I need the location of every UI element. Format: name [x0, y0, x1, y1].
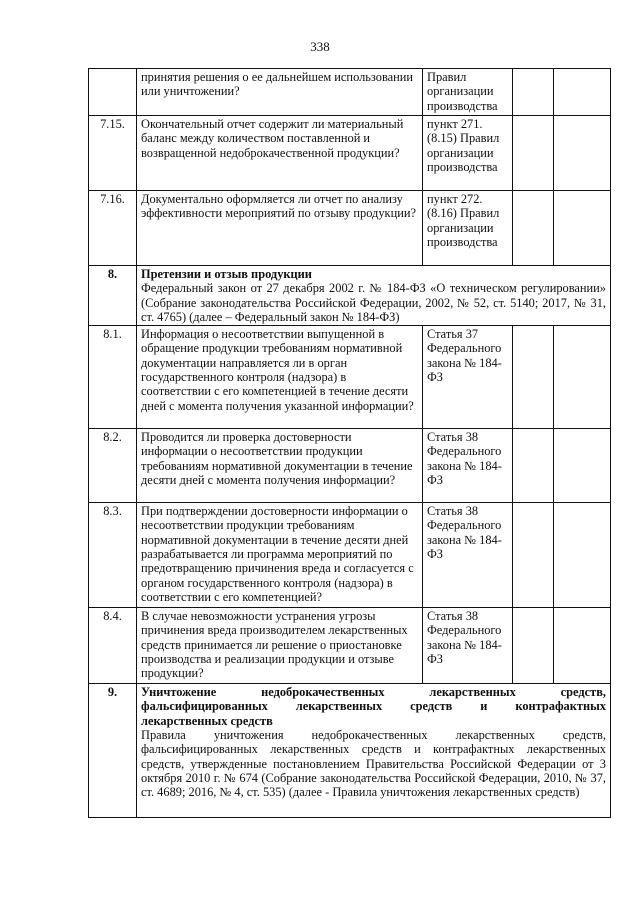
table-row: [89, 608, 611, 684]
row-number: [89, 69, 137, 116]
source-cell: Статья 38 Федерального закона № 184-ФЗ: [423, 503, 513, 608]
check-cell: [513, 326, 554, 429]
section-row: [89, 684, 611, 818]
source-cell: Статья 38 Федерального закона № 184-ФЗ: [423, 608, 513, 684]
source-cell: Правил организации производства: [423, 69, 513, 116]
section-cell: [137, 266, 611, 326]
page-number: 338: [310, 39, 330, 54]
note-cell: [554, 191, 611, 266]
table-row: [89, 69, 611, 116]
row-number: 8.2.: [89, 429, 137, 503]
check-cell: [513, 116, 554, 191]
section-title-line: фальсифицированных лекарственных средств и контрафактных: [141, 699, 606, 714]
section-law-text: Федеральный закон от 27 декабря 2002 г. № 184-ФЗ «О техническом регулировании» (Собрание законодательства Российской Федерации, 2002, № 52, ст. 5140; 2017, № 31, ст. 4765) (далее – Федеральный закон № 184-ФЗ): [141, 281, 606, 324]
table-row: [89, 116, 611, 191]
check-cell: [513, 69, 554, 116]
table-row: [89, 503, 611, 608]
section-row: [89, 266, 611, 326]
question-cell: Окончательный отчет содержит ли материальный баланс между количеством поставленной и возвращенной недоброкачественной продукции?: [137, 116, 423, 191]
note-cell: [554, 503, 611, 608]
question-cell: Документально оформляется ли отчет по анализу эффективности мероприятий по отзыву продукции?: [137, 191, 423, 266]
source-cell: пункт 272. (8.16) Правил организации производства: [423, 191, 513, 266]
note-cell: [554, 116, 611, 191]
row-number: 8.1.: [89, 326, 137, 429]
section-title: Претензии и отзыв продукции: [141, 267, 312, 281]
section-rules-text: Правила уничтожения недоброкачественных лекарственных средств, фальсифицированных лекарственных средств и контрафактных лекарственных средств, утвержденные постановлением Правительства Российской Федерации от 3 октября 2010 г. № 674 (Собрание законодательства Российской Федерации, 2010, № 37, ст. 4689; 2016, № 4, ст. 535) (далее - Правила уничтожения лекарственных средств): [141, 728, 606, 800]
check-cell: [513, 503, 554, 608]
note-cell: [554, 429, 611, 503]
source-cell: Статья 37 Федерального закона № 184-ФЗ: [423, 326, 513, 429]
note-cell: [554, 608, 611, 684]
note-cell: [554, 69, 611, 116]
source-cell: пункт 271. (8.15) Правил организации производства: [423, 116, 513, 191]
check-cell: [513, 191, 554, 266]
row-number: 8.4.: [89, 608, 137, 684]
question-cell: Проводится ли проверка достоверности информации о несоответствии продукции требованиям нормативной документации в течение десяти дней с момента получения информации?: [137, 429, 423, 503]
question-cell: При подтверждении достоверности информации о несоответствии продукции требованиям нормативной документации в течение десяти дней разрабатывается ли программа мероприятий по предотвращению причинения вреда и согласуется с органом государственного контроля (надзора) в соответствии с его компетенцией?: [137, 503, 423, 608]
check-cell: [513, 608, 554, 684]
section-title-line: Уничтожение недоброкачественных лекарственных средств,: [141, 685, 606, 700]
section-number: 9.: [89, 684, 137, 818]
question-cell: Информация о несоответствии выпущенной в обращение продукции требованиям нормативной документации направляется ли в орган государственного контроля (надзора) в соответствии с его компетенцией в течение десяти дней с момента получения указанной информации?: [137, 326, 423, 429]
table-row: [89, 191, 611, 266]
row-number: 8.3.: [89, 503, 137, 608]
table-row: [89, 326, 611, 429]
row-number: 7.15.: [89, 116, 137, 191]
checklist-table: [88, 68, 611, 818]
question-cell: В случае невозможности устранения угрозы причинения вреда производителем лекарственных средств принимается ли решение о приостановке производства и реализации продукции и отзыве продукции?: [137, 608, 423, 684]
check-cell: [513, 429, 554, 503]
section-title-line: лекарственных средств: [141, 713, 273, 728]
section-cell: [137, 684, 611, 818]
section-number: 8.: [89, 266, 137, 326]
table-row: [89, 429, 611, 503]
source-cell: Статья 38 Федерального закона № 184-ФЗ: [423, 429, 513, 503]
row-number: 7.16.: [89, 191, 137, 266]
note-cell: [554, 326, 611, 429]
question-cell: принятия решения о ее дальнейшем использовании или уничтожении?: [137, 69, 423, 116]
